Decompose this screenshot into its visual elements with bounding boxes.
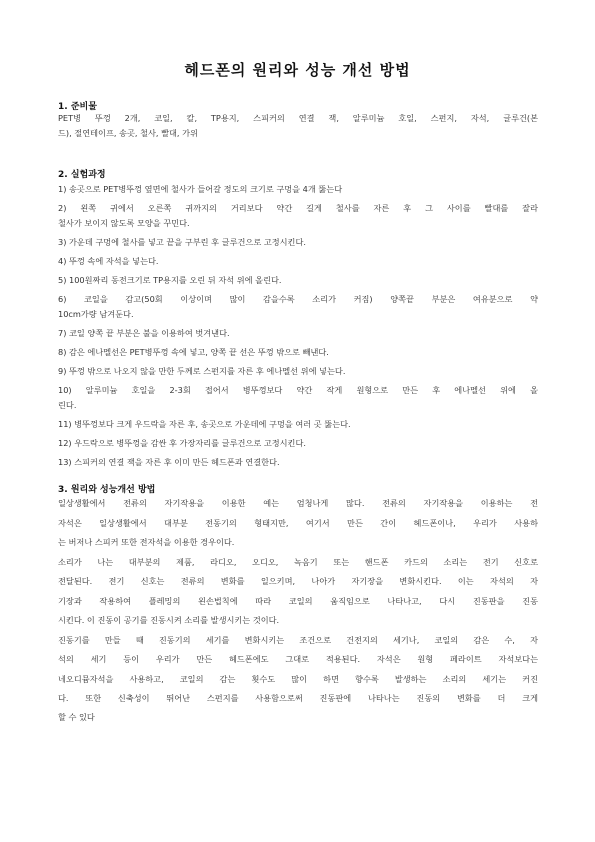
procedure-line: 8) 감은 에나멜선은 PET병뚜껑 속에 넣고, 양쪽 끝 선은 뚜껑 밖으로 빼낸다. xyxy=(58,347,329,357)
procedure-line: 9) 뚜껑 밖으로 나오지 않을 만한 두께로 스펀지를 자른 후 에나멜선 위에 넣는다. xyxy=(58,366,346,376)
procedure-line: 철사가 보이지 않도록 모양을 꾸민다. xyxy=(58,218,190,228)
procedure-line: 3) 가운데 구멍에 철사를 넣고 끝을 구부린 후 글루건으로 고정시킨다. xyxy=(58,237,306,247)
principle-line: 네오디뮴자석을 사용하고, 코일의 감는 횟수도 많이 하면 향수록 발생하는 소리의 세기는 커진 xyxy=(58,674,538,684)
procedure-line: 12) 우드락으로 병뚜껑을 감싼 후 가장자리를 글루건으로 고정시킨다. xyxy=(58,438,306,448)
principle-line: 소리가 나는 대부분의 제품, 라디오, 오디오, 녹음기 또는 핸드폰 카드의 소리는 전기 신호로 xyxy=(58,557,538,567)
procedure-line: 10cm가량 남겨둔다. xyxy=(58,309,134,319)
principle-line: 할 수 있다 xyxy=(58,712,95,722)
procedure-line: 1) 송곳으로 PET병뚜껑 옆면에 철사가 들어갈 정도의 크기로 구멍을 4개 뚫는다 xyxy=(58,184,343,194)
procedure-line: 11) 병뚜껑보다 크게 우드락을 자른 후, 송곳으로 가운데에 구멍을 여러 곳 뚫는다. xyxy=(58,419,351,429)
procedure-line: 13) 스피커의 연결 잭을 자른 후 이미 만든 헤드폰과 연결한다. xyxy=(58,457,280,467)
procedure-line: 4) 뚜껑 속에 자석을 넣는다. xyxy=(58,256,159,266)
section-heading-procedure: 2. 실험과정 xyxy=(58,170,106,180)
principle-line: 일상생활에서 전류의 자기작용을 이용한 예는 엄청나게 많다. 전류의 자기작용을 이용하는 전 xyxy=(58,498,538,508)
procedure-line: 10) 알루미늄 호일을 2-3회 접어서 병뚜껑보다 약간 작게 원형으로 만든 후 에나멜선 위에 올 xyxy=(58,385,538,395)
procedure-line: 5) 100원짜리 동전크기로 TP용지를 오린 뒤 자석 위에 올린다. xyxy=(58,275,282,285)
principle-line: 는 버저나 스피커 또한 전자석을 이용한 경우이다. xyxy=(58,537,235,547)
materials-line: PET병 뚜껑 2개, 코일, 칼, TP용지, 스피커의 연결 잭, 알루미늄 호일, 스펀지, 자석, 글루건(본 xyxy=(58,113,538,123)
principle-line: 자석은 일상생활에서 대부분 전동기의 형태지만, 여기서 만든 간이 헤드폰이나, 우리가 사용하 xyxy=(58,518,538,528)
procedure-line: 6) 코일을 감고(50회 이상이며 많이 감을수록 소리가 커짐) 양쪽끝 부분은 여유분으로 약 xyxy=(58,294,538,304)
document-title: 헤드폰의 원리와 성능 개선 방법 xyxy=(184,61,411,79)
procedure-line: 7) 코일 양쪽 끝 부분은 불을 이용하여 벗겨낸다. xyxy=(58,328,230,338)
principle-line: 전달된다. 전기 신호는 전류의 변화를 일으키며, 나아가 자기장을 변화시킨다. 이는 자석의 자 xyxy=(58,576,538,586)
principle-line: 시킨다. 이 진동이 공기를 진동시켜 소리를 발생시키는 것이다. xyxy=(58,615,280,625)
procedure-line: 린다. xyxy=(58,400,77,410)
principle-line: 다. 또한 신축성이 뛰어난 스펀지를 사용함으로써 진동판에 나타나는 진동의 변화를 더 크게 xyxy=(58,693,538,703)
principle-line: 기장과 작용하여 플레밍의 왼손법칙에 따라 코일의 움직임으로 나타나고, 다시 진동판을 진동 xyxy=(58,596,538,606)
section-heading-materials: 1. 준비물 xyxy=(58,102,97,112)
section-heading-principle: 3. 원리와 성능개선 방법 xyxy=(58,485,156,495)
principle-line: 석의 세기 등이 우리가 만든 헤드폰에도 그대로 적용된다. 자석은 원형 페라이트 자석보다는 xyxy=(58,654,538,664)
procedure-line: 2) 왼쪽 귀에서 오른쪽 귀까지의 거리보다 약간 길게 철사를 자른 후 그 사이를 빨대를 잘라 xyxy=(58,203,538,213)
materials-line: 드), 절연테이프, 송곳, 철사, 빨대, 가위 xyxy=(58,128,198,138)
principle-line: 진동기를 만들 때 진동기의 세기를 변화시키는 조건으로 건전지의 세기나, 코일의 감은 수, 자 xyxy=(58,635,538,645)
